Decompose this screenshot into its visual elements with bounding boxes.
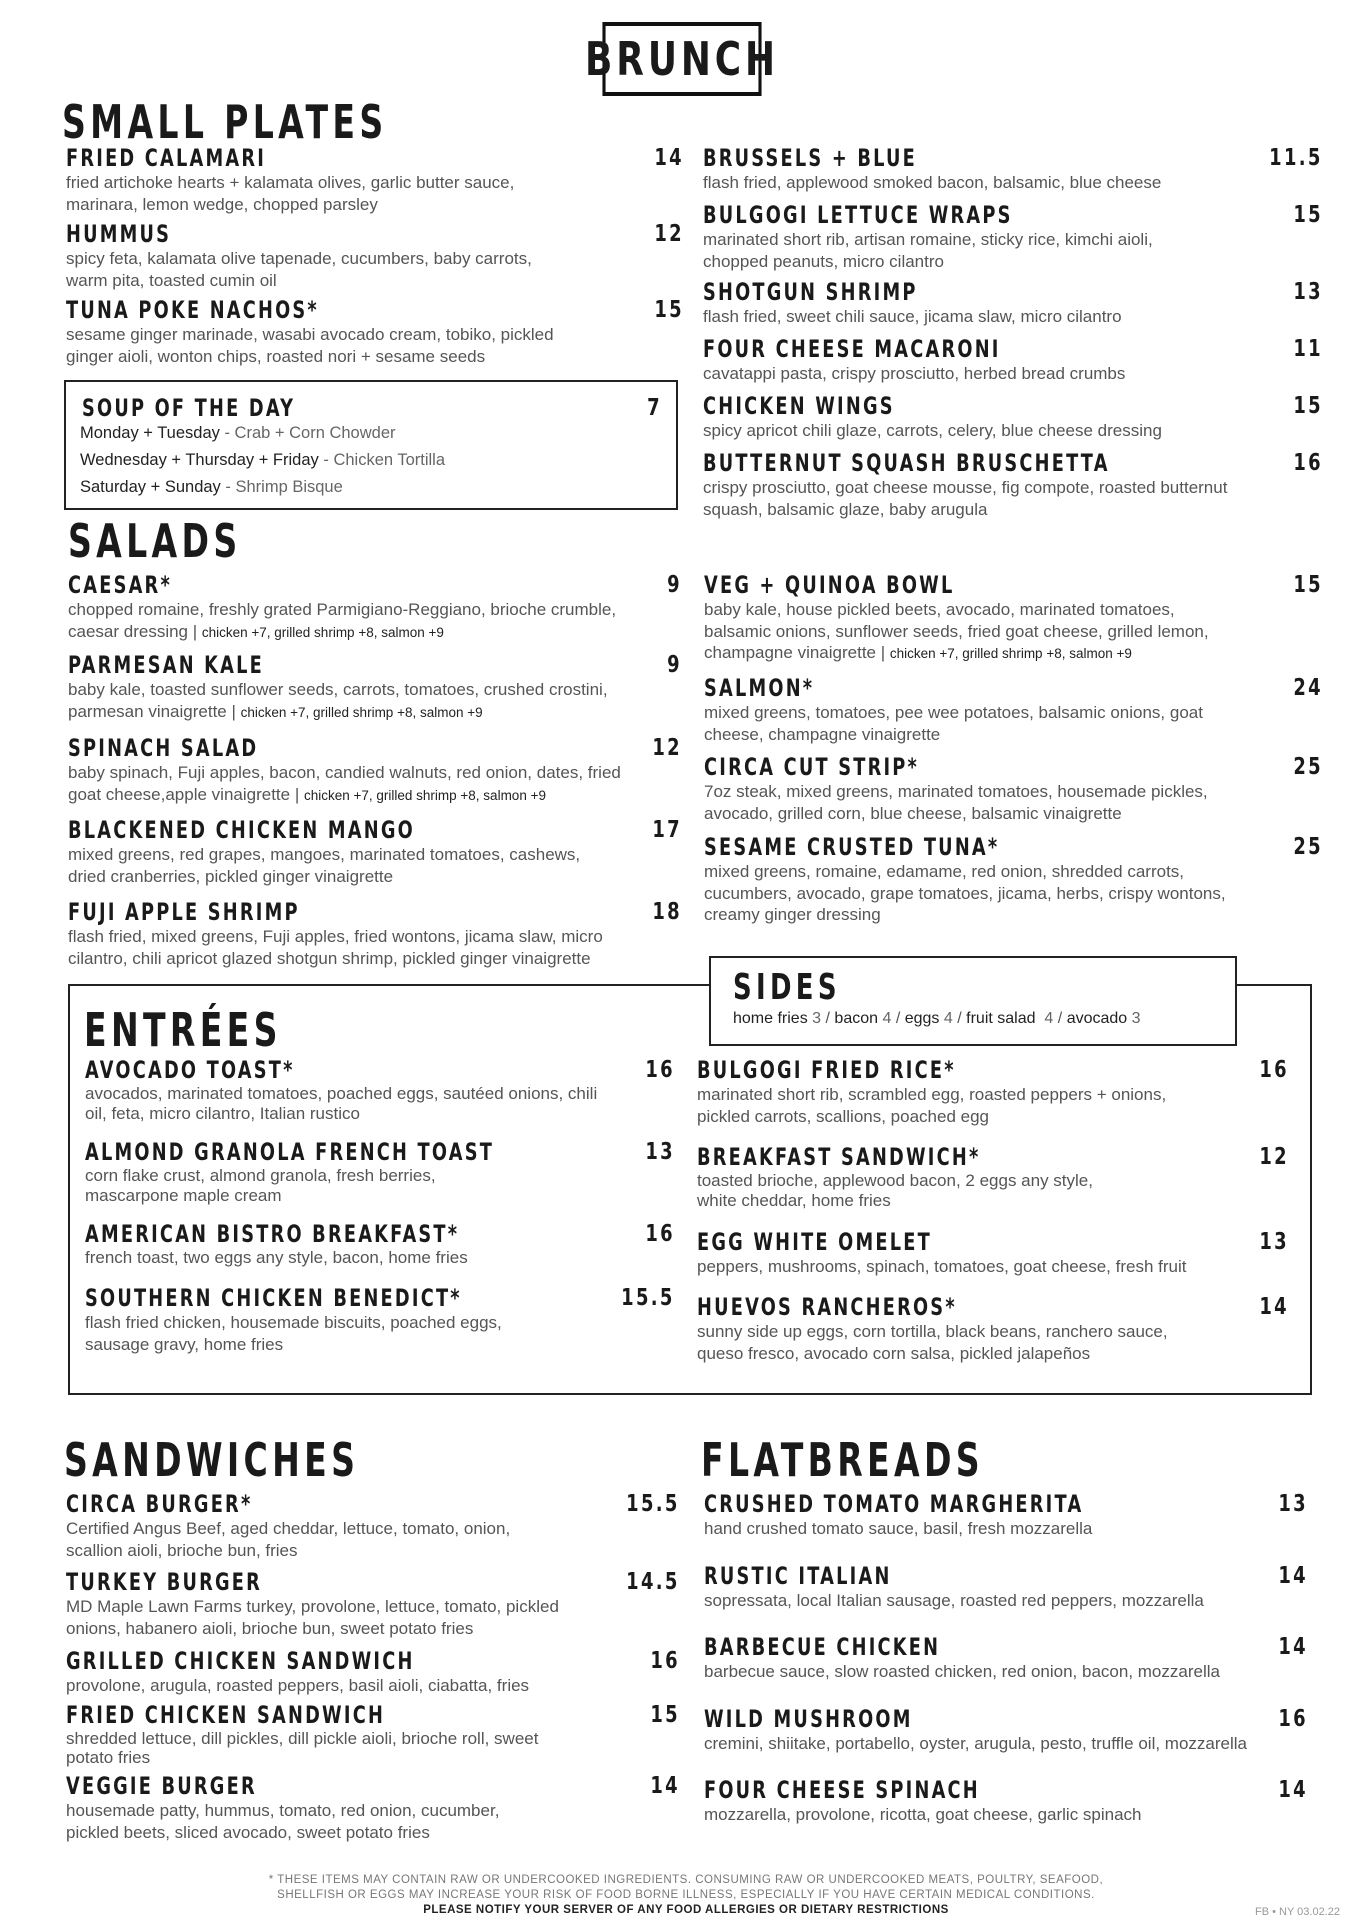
item-description: hand crushed tomato sauce, basil, fresh mozzarella (704, 1519, 1093, 1538)
item-name: VEGGIE BURGER (66, 1772, 257, 1800)
item-description: sopressata, local Italian sausage, roasted red peppers, mozzarella (704, 1591, 1204, 1610)
item-name: BULGOGI FRIED RICE* (697, 1056, 956, 1084)
item-price: 25 (1293, 834, 1323, 860)
side-price: 3 (812, 1010, 822, 1027)
item-price: 25 (1293, 754, 1323, 780)
item-price: 13 (1259, 1229, 1289, 1255)
item-price: 15 (1293, 572, 1323, 598)
separator: / (825, 1010, 830, 1027)
item-price: 14 (1278, 1563, 1308, 1589)
item-description: flash fried, applewood smoked bacon, balsamic, blue cheese (703, 173, 1162, 192)
soup-of-the-day-box (64, 380, 678, 510)
item-price: 13 (1278, 1491, 1308, 1517)
item-price: 14 (654, 145, 684, 171)
item-addon: chicken +7, grilled shrimp +8, salmon +9 (240, 704, 483, 720)
item-name: BLACKENED CHICKEN MANGO (68, 816, 415, 844)
item-price: 13 (1293, 279, 1323, 305)
soup-name: - Shrimp Bisque (220, 478, 343, 496)
item-name: ALMOND GRANOLA FRENCH TOAST (85, 1138, 495, 1166)
item-name: BREAKFAST SANDWICH* (697, 1143, 981, 1171)
item-name: HUEVOS RANCHEROS* (697, 1293, 957, 1321)
item-name: BRUSSELS + BLUE (703, 144, 917, 172)
item-description-text: baby kale, toasted sunflower seeds, carrots, tomatoes, crushed crostini, parmesan vinaigrette | (68, 680, 608, 721)
item-description (68, 679, 648, 723)
item-name: AVOCADO TOAST* (85, 1056, 295, 1084)
item-description: toasted brioche, applewood bacon, 2 eggs any style, white cheddar, home fries (697, 1171, 1093, 1210)
item-price: 16 (645, 1221, 675, 1247)
item-description: mixed greens, romaine, edamame, red onion, shredded carrots, cucumbers, avocado, grape tomatoes, jicama, herbs, crispy wontons, creamy ginger dressing (704, 862, 1226, 924)
menu-version-code: FB • NY 03.02.22 (1255, 1906, 1340, 1918)
item-addon: chicken +7, grilled shrimp +8, salmon +9 (201, 624, 444, 640)
item-name: CIRCA BURGER* (66, 1490, 253, 1518)
item-name: FOUR CHEESE SPINACH (704, 1776, 980, 1804)
side-price: 4 (882, 1010, 892, 1027)
item-price: 11 (1293, 336, 1323, 362)
item-price: 14 (650, 1773, 680, 1799)
item-price: 16 (1259, 1057, 1289, 1083)
item-description: spicy apricot chili glaze, carrots, celery, blue cheese dressing (703, 421, 1162, 440)
item-price: 13 (645, 1139, 675, 1165)
item-name: BULGOGI LETTUCE WRAPS (703, 201, 1013, 229)
item-description: avocados, marinated tomatoes, poached eggs, sautéed onions, chili oil, feta, micro cilantro, Italian rustico (85, 1084, 598, 1123)
side-name: home fries (733, 1010, 808, 1027)
item-price: 9 (667, 572, 682, 598)
item-name: TURKEY BURGER (66, 1568, 263, 1596)
separator: / (1057, 1010, 1063, 1027)
item-description: Certified Angus Beef, aged cheddar, lettuce, tomato, onion, scallion aioli, brioche bun, fries (66, 1519, 511, 1560)
item-price: 12 (654, 221, 684, 247)
item-name: CHICKEN WINGS (703, 392, 895, 420)
item-description: mozzarella, provolone, ricotta, goat cheese, garlic spinach (704, 1805, 1142, 1824)
item-price: 15 (650, 1702, 680, 1728)
item-description: shredded lettuce, dill pickles, dill pickle aioli, brioche roll, sweet potato fries (66, 1729, 539, 1767)
item-name: GRILLED CHICKEN SANDWICH (66, 1647, 415, 1675)
soup-title: SOUP OF THE DAY (82, 394, 296, 422)
item-name: CAESAR* (68, 571, 172, 599)
soup-schedule-line (80, 451, 445, 470)
sides-box (709, 956, 1237, 1046)
soup-days: Monday + Tuesday (80, 424, 220, 442)
item-addon: chicken +7, grilled shrimp +8, salmon +9 (303, 787, 546, 803)
item-description: flash fried chicken, housemade biscuits, poached eggs, sausage gravy, home fries (85, 1313, 502, 1354)
item-addon: chicken +7, grilled shrimp +8, salmon +9 (889, 646, 1132, 661)
item-name: FOUR CHEESE MACARONI (703, 335, 1001, 363)
item-price: 15.5 (626, 1491, 680, 1517)
item-description: corn flake crust, almond granola, fresh berries, mascarpone maple cream (85, 1166, 436, 1205)
menu-title: BRUNCH (602, 22, 761, 96)
item-description (68, 762, 638, 806)
side-price: 3 (1131, 1010, 1141, 1027)
item-description: fried artichoke hearts + kalamata olives, garlic butter sauce, marinara, lemon wedge, chopped parsley (66, 173, 515, 214)
section-title-small-plates: SMALL PLATES (62, 95, 388, 149)
section-title-sandwiches: SANDWICHES (64, 1433, 360, 1487)
item-price: 12 (652, 735, 682, 761)
item-name: CRUSHED TOMATO MARGHERITA (704, 1490, 1084, 1518)
item-name: RUSTIC ITALIAN (704, 1562, 892, 1590)
side-price: 4 (1044, 1010, 1054, 1027)
item-description (704, 599, 1214, 665)
item-description: housemade patty, hummus, tomato, red onion, cucumber, pickled beets, sliced avocado, sweet potato fries (66, 1801, 500, 1842)
item-description: spicy feta, kalamata olive tapenade, cucumbers, baby carrots, warm pita, toasted cumin oil (66, 249, 532, 290)
item-name: SHOTGUN SHRIMP (703, 278, 918, 306)
item-description: barbecue sauce, slow roasted chicken, red onion, bacon, mozzarella (704, 1662, 1220, 1681)
item-description: mixed greens, tomatoes, pee wee potatoes, balsamic onions, goat cheese, champagne vinaigrette (704, 703, 1203, 744)
item-price: 15 (1293, 393, 1323, 419)
soup-name: - Chicken Tortilla (318, 451, 446, 469)
item-price: 14.5 (626, 1569, 680, 1595)
item-description: marinated short rib, scrambled egg, roasted peppers + onions, pickled carrots, scallions, poached egg (697, 1085, 1167, 1126)
item-name: SPINACH SALAD (68, 734, 259, 762)
side-name: bacon (834, 1010, 879, 1027)
item-name: AMERICAN BISTRO BREAKFAST* (85, 1220, 460, 1248)
separator: / (957, 1010, 962, 1027)
item-price: 15 (1293, 202, 1323, 228)
side-name: eggs (904, 1010, 940, 1027)
item-name: WILD MUSHROOM (704, 1705, 913, 1733)
item-price: 24 (1293, 675, 1323, 701)
item-name: VEG + QUINOA BOWL (704, 571, 955, 599)
item-price: 14 (1278, 1634, 1308, 1660)
item-name: TUNA POKE NACHOS* (66, 296, 319, 324)
footnote-allergy-notice: PLEASE NOTIFY YOUR SERVER OF ANY FOOD ALLERGIES OR DIETARY RESTRICTIONS (423, 1904, 949, 1916)
side-price: 4 (943, 1010, 953, 1027)
item-price: 16 (1293, 450, 1323, 476)
soup-schedule-line (80, 424, 396, 443)
item-description: provolone, arugula, roasted peppers, basil aioli, ciabatta, fries (66, 1676, 530, 1695)
soup-days: Wednesday + Thursday + Friday (80, 451, 319, 469)
soup-price: 7 (647, 395, 662, 421)
item-description: sesame ginger marinade, wasabi avocado cream, tobiko, pickled ginger aioli, wonton chips, roasted nori + sesame seeds (66, 325, 554, 366)
item-name: FRIED CHICKEN SANDWICH (66, 1701, 386, 1729)
item-name: PARMESAN KALE (68, 651, 265, 679)
item-name: SALMON* (704, 674, 815, 702)
item-name: SESAME CRUSTED TUNA* (704, 833, 1000, 861)
item-price: 16 (650, 1648, 680, 1674)
item-name: EGG WHITE OMELET (697, 1228, 932, 1256)
soup-name: - Crab + Corn Chowder (219, 424, 396, 442)
footnote-disclaimer-1: * THESE ITEMS MAY CONTAIN RAW OR UNDERCOOKED INGREDIENTS. CONSUMING RAW OR UNDERCOOKED MEATS, POULTRY, SEAFOOD, (268, 1874, 1104, 1886)
footnote-disclaimer-2: SHELLFISH OR EGGS MAY INCREASE YOUR RISK OF FOOD BORNE ILLNESS, ESPECIALLY IF YOU HAVE CERTAIN MEDICAL CONDITIONS. (277, 1889, 1095, 1901)
section-title-salads: SALADS (68, 514, 242, 568)
item-name: BUTTERNUT SQUASH BRUSCHETTA (703, 449, 1110, 477)
item-name: BARBECUE CHICKEN (704, 1633, 941, 1661)
soup-schedule-line (80, 478, 343, 497)
section-title-entrees: ENTRÉES (84, 1003, 282, 1057)
item-description: flash fried, sweet chili sauce, jicama slaw, micro cilantro (703, 307, 1122, 326)
item-price: 9 (667, 652, 682, 678)
item-price: 12 (1259, 1144, 1289, 1170)
item-description: sunny side up eggs, corn tortilla, black beans, ranchero sauce, queso fresco, avocado corn salsa, pickled jalapeños (697, 1322, 1168, 1363)
soup-days: Saturday + Sunday (80, 478, 221, 496)
sides-list (733, 1010, 1141, 1028)
item-description-text: baby spinach, Fuji apples, bacon, candied walnuts, red onion, dates, fried goat cheese,apple vinaigrette | (68, 763, 621, 804)
item-name: SOUTHERN CHICKEN BENEDICT* (85, 1284, 462, 1312)
section-title-sides: SIDES (733, 967, 841, 1008)
item-description: flash fried, mixed greens, Fuji apples, fried wontons, jicama slaw, micro cilantro, chili apricot glazed shotgun shrimp, pickled ginger vinaigrette (68, 927, 603, 968)
section-title-flatbreads: FLATBREADS (701, 1433, 984, 1487)
item-description (68, 599, 658, 643)
item-price: 16 (645, 1057, 675, 1083)
item-price: 11.5 (1269, 145, 1323, 171)
side-name: avocado (1066, 1010, 1128, 1027)
separator: / (895, 1010, 901, 1027)
item-description: MD Maple Lawn Farms turkey, provolone, lettuce, tomato, pickled onions, habanero aioli, brioche bun, sweet potato fries (66, 1597, 559, 1638)
side-name: fruit salad (966, 1010, 1036, 1027)
item-price: 16 (1278, 1706, 1308, 1732)
item-name: HUMMUS (66, 220, 172, 248)
item-price: 17 (652, 817, 682, 843)
item-description: cavatappi pasta, crispy prosciutto, herbed bread crumbs (703, 364, 1126, 383)
item-price: 18 (652, 899, 682, 925)
item-name: FRIED CALAMARI (66, 144, 267, 172)
item-price: 15 (654, 297, 684, 323)
item-description: crispy prosciutto, goat cheese mousse, fig compote, roasted butternut squash, balsamic glaze, baby arugula (703, 478, 1228, 519)
item-name: FUJI APPLE SHRIMP (68, 898, 300, 926)
item-price: 14 (1259, 1294, 1289, 1320)
item-description: mixed greens, red grapes, mangoes, marinated tomatoes, cashews, dried cranberries, pickled ginger vinaigrette (68, 845, 581, 886)
item-name: CIRCA CUT STRIP* (704, 753, 920, 781)
item-price: 14 (1278, 1777, 1308, 1803)
item-description: french toast, two eggs any style, bacon, home fries (85, 1248, 468, 1267)
item-description: marinated short rib, artisan romaine, sticky rice, kimchi aioli, chopped peanuts, micro cilantro (703, 230, 1153, 271)
item-price: 15.5 (621, 1285, 675, 1311)
item-description-text: chopped romaine, freshly grated Parmigiano-Reggiano, brioche crumble, caesar dressing | (68, 600, 617, 641)
item-description: cremini, shiitake, portabello, oyster, arugula, pesto, truffle oil, mozzarella (704, 1734, 1248, 1753)
item-description: 7oz steak, mixed greens, marinated tomatoes, housemade pickles, avocado, grilled corn, blue cheese, balsamic vinaigrette (704, 782, 1208, 823)
item-description-text: baby kale, house pickled beets, avocado, marinated tomatoes, balsamic onions, sunflower seeds, fried goat cheese, grilled lemon, champagne vinaigrette | (704, 600, 1209, 662)
item-description: peppers, mushrooms, spinach, tomatoes, goat cheese, fresh fruit (697, 1257, 1187, 1276)
